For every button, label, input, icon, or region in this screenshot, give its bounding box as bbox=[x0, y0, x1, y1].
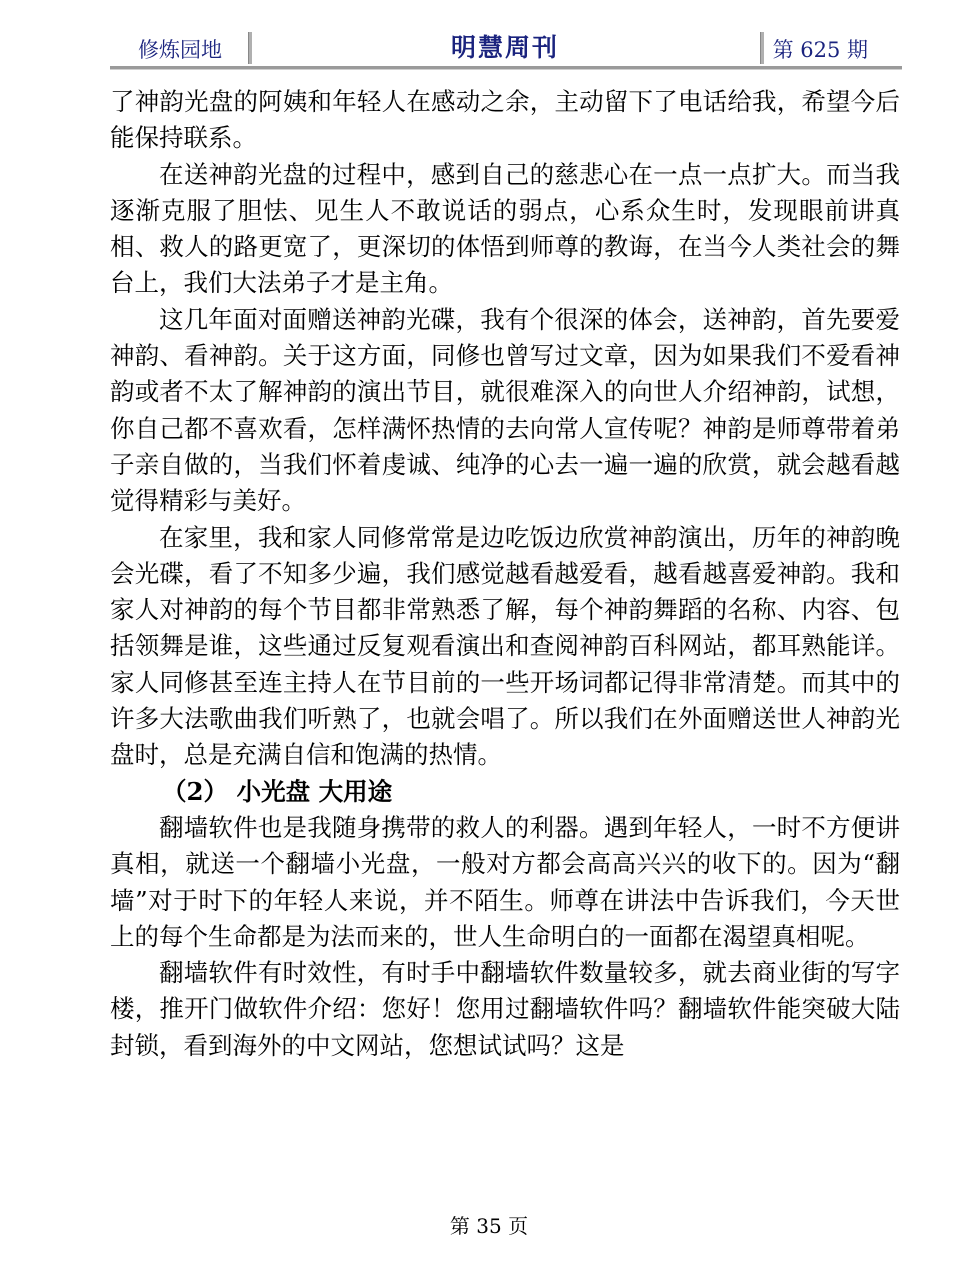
paragraph: 翻墙软件有时效性，有时手中翻墙软件数量较多，就去商业街的写字楼，推开门做软件介绍：您好！您用过翻墙软件吗？翻墙软件能突破大陆封锁，看到海外的中文网站，您想试试吗？这是 bbox=[110, 958, 900, 1060]
paragraph: 翻墙软件也是我随身携带的救人的利器。遇到年轻人，一时不方便讲真相，就送一个翻墙小光盘，一般对方都会高高兴兴的收下的。因为“翻墙”对于时下的年轻人来说，并不陌生。师尊在讲法中告诉我们，今天世上的每个生命都是为法而来的，世人生命明白的一面都在渴望真相呢。 bbox=[110, 812, 900, 951]
header-rule bbox=[110, 66, 902, 70]
page-number: 第 35 页 bbox=[449, 1214, 529, 1238]
paragraph: 这几年面对面赠送神韵光碟，我有个很深的体会，送神韵，首先要爱神韵、看神韵。关于这方面，同修也曾写过文章，因为如果我们不爱看神韵或者不太了解神韵的演出节目，就很难深入的向世人介绍神韵，试想，你自己都不喜欢看，怎样满怀热情的去向常人宣传呢？神韵是师尊带着弟子亲自做的，当我们怀着虔诚、纯净的心去一遍一遍的欣赏，就会越看越觉得精彩与美好。 bbox=[110, 304, 900, 516]
publication-title: 明慧周刊 bbox=[450, 33, 559, 62]
header-divider-right bbox=[760, 32, 764, 64]
paragraph: 在送神韵光盘的过程中，感到自己的慈悲心在一点一点扩大。而当我逐渐克服了胆怯、见生人不敢说话的弱点，心系众生时，发现眼前讲真相、救人的路更宽了，更深切的体悟到师尊的教诲，在当今人类社会的舞台上，我们大法弟子才是主角。 bbox=[110, 159, 900, 298]
paragraph: 在家里，我和家人同修常常是边吃饭边欣赏神韵演出，历年的神韵晚会光碟，看了不知多少遍，我们感觉越看越爱看，越看越喜爱神韵。我和家人对神韵的每个节目都非常熟悉了解，每个神韵舞蹈的名称、内容、包括领舞是谁，这些通过反复观看演出和查阅神韵百科网站，都耳熟能详。家人同修甚至连主持人在节目前的一些开场词都记得非常清楚。而其中的许多大法歌曲我们听熟了，也就会唱了。所以我们在外面赠送世人神韵光盘时，总是充满自信和饱满的热情。 bbox=[110, 522, 900, 770]
paragraph: 了神韵光盘的阿姨和年轻人在感动之余，主动留下了电话给我，希望今后能保持联系。 bbox=[110, 87, 900, 153]
section-label: 修炼园地 bbox=[138, 38, 222, 62]
article-body bbox=[110, 84, 900, 1064]
section-heading: （2） 小光盘 大用途 bbox=[162, 776, 393, 806]
page-header bbox=[110, 26, 900, 68]
issue-number: 第 625 期 bbox=[772, 38, 868, 62]
